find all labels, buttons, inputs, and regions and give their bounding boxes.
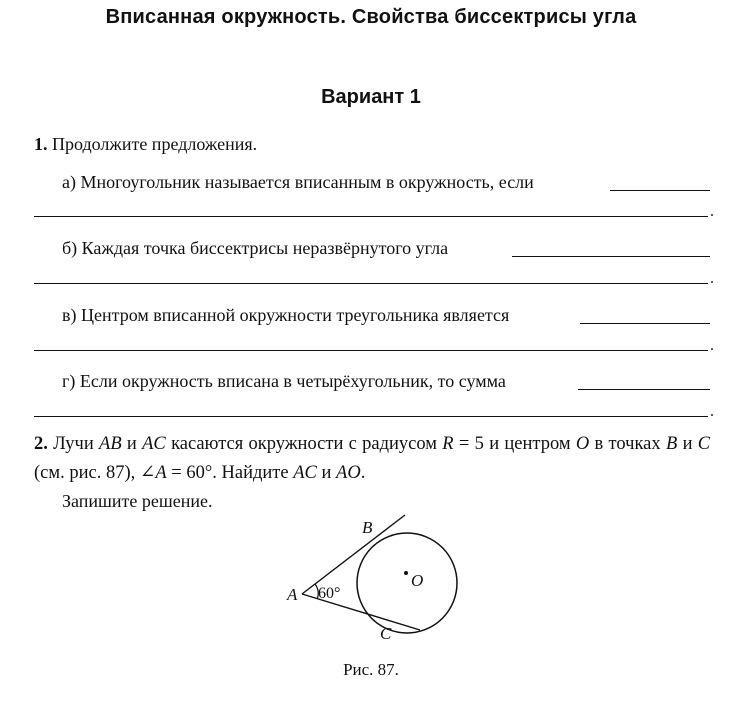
ray-ab-line: [302, 515, 405, 594]
item-text: Если окружность вписана в четырёхугольник, то сумма: [79, 371, 506, 391]
figure-87: [270, 505, 480, 645]
answer-line-c1[interactable]: [580, 323, 710, 324]
angle-value: = 60°.: [171, 463, 217, 483]
label-o: O: [411, 571, 424, 590]
find-ac: AC: [293, 463, 317, 483]
item-text: Каждая точка биссектрисы неразвёрнутого угла: [81, 238, 449, 258]
end-dot: .: [710, 270, 714, 287]
text: и: [682, 434, 693, 454]
task1-item-d: [62, 371, 506, 392]
text: касаются окружности с радиусом: [171, 434, 437, 454]
text: и: [321, 463, 332, 483]
answer-line-c2[interactable]: [34, 350, 708, 351]
item-label: а): [62, 172, 76, 192]
answer-line-b2[interactable]: [34, 283, 708, 284]
item-text: Многоугольник называется вписанным в окружность, если: [80, 172, 534, 192]
radius-value: = 5: [458, 434, 484, 454]
center-dot: [404, 571, 408, 575]
task2-number: 2.: [34, 434, 48, 454]
answer-line-a2[interactable]: [34, 216, 708, 217]
item-label: б): [62, 238, 78, 258]
text: и центром: [489, 434, 571, 454]
figure-caption: Рис. 87.: [343, 660, 399, 679]
ray-ac: AC: [142, 434, 166, 454]
end-dot: .: [710, 337, 714, 354]
text: и: [126, 434, 137, 454]
text: в точках: [594, 434, 661, 454]
text: Лучи: [53, 434, 94, 454]
task1-prompt: Продолжите предложения.: [52, 134, 258, 154]
angle-value-label: 60°: [318, 585, 341, 602]
answer-line-a1[interactable]: [610, 190, 710, 191]
point-b: B: [665, 434, 678, 454]
task1-item-b: [62, 238, 448, 259]
task1-heading: [34, 134, 257, 155]
text: Найдите: [221, 463, 289, 483]
answer-line-d1[interactable]: [578, 389, 710, 390]
end-dot: .: [710, 203, 714, 220]
label-b: B: [362, 518, 373, 537]
task1-item-c: [62, 305, 509, 326]
inscribed-circle: [357, 533, 457, 633]
item-text: Центром вписанной окружности треугольника является: [81, 305, 510, 325]
task1-number: 1.: [34, 134, 48, 154]
write-solution-prompt: Запишите решение.: [62, 491, 213, 511]
radius-variable: R: [442, 434, 454, 454]
task2-statement: [34, 430, 710, 488]
item-label: г): [62, 371, 76, 391]
find-ao: AO: [336, 463, 361, 483]
answer-line-b1[interactable]: [512, 256, 710, 257]
center-point: O: [575, 434, 590, 454]
end-dot: .: [710, 403, 714, 420]
label-c: C: [380, 624, 392, 643]
text: .: [360, 463, 366, 483]
page-title: Вписанная окружность. Свойства биссектрисы угла: [105, 6, 637, 28]
ray-ab: AB: [99, 434, 122, 454]
text: (см. рис. 87),: [34, 463, 136, 483]
point-c: C: [697, 434, 711, 454]
variant-heading: Вариант 1: [321, 86, 421, 108]
label-a: A: [287, 585, 298, 604]
angle-label: ∠A: [139, 463, 167, 483]
answer-line-d2[interactable]: [34, 416, 708, 417]
item-label: в): [62, 305, 77, 325]
task1-item-a: [62, 172, 534, 193]
